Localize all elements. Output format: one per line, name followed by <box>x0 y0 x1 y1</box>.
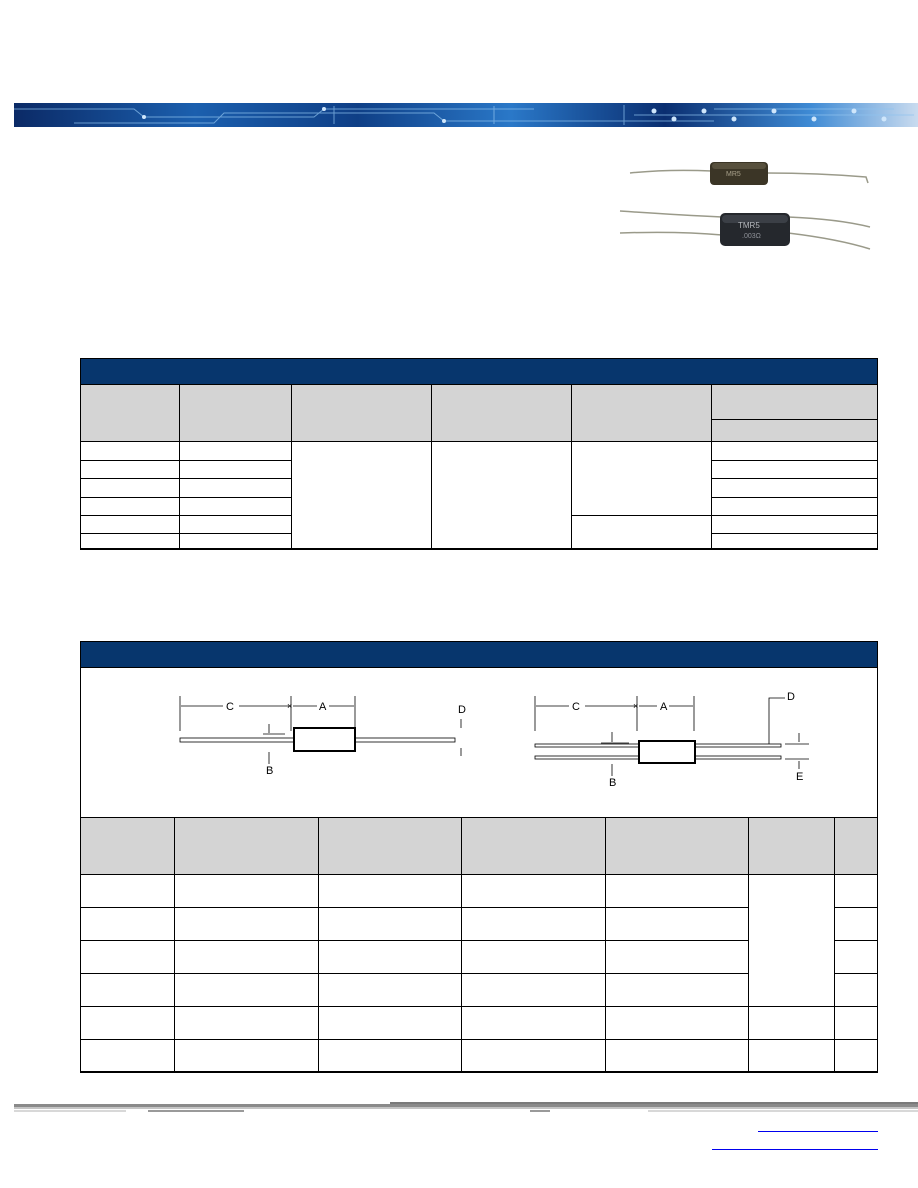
dimension-cell <box>81 908 175 941</box>
dimension-cell <box>749 1040 835 1072</box>
spec-header-subcell <box>712 420 878 442</box>
dimension-header-cell <box>319 818 462 875</box>
single-lead-diagram <box>171 686 471 776</box>
dimension-cell <box>835 908 878 941</box>
dimension-table-title-bar <box>80 641 878 668</box>
spec-cell <box>81 461 180 479</box>
dimension-cell <box>319 908 462 941</box>
svg-text:C: C <box>226 701 234 713</box>
dimension-header-cell <box>606 818 749 875</box>
dimension-cell <box>319 974 462 1007</box>
spec-cell <box>180 442 292 461</box>
dimension-header-cell <box>81 818 175 875</box>
svg-text:B: B <box>266 765 274 776</box>
dimension-cell <box>606 1007 749 1040</box>
dimension-cell <box>175 941 319 974</box>
dimension-cell <box>175 974 319 1007</box>
dimension-cell <box>462 974 606 1007</box>
spec-header-cell <box>180 385 292 442</box>
spec-table <box>80 358 878 550</box>
spec-cell <box>180 461 292 479</box>
spec-header-cell <box>572 385 712 442</box>
dimension-cell <box>835 1040 878 1072</box>
dimension-diagram-panel <box>80 668 878 818</box>
dimension-cell <box>606 941 749 974</box>
spec-merged-cell <box>432 442 572 549</box>
dimension-cell <box>606 1040 749 1072</box>
svg-text:×: × <box>287 701 293 711</box>
dimension-cell <box>835 875 878 908</box>
footer-link-email-underline[interactable] <box>758 1131 878 1132</box>
dimension-cell <box>606 908 749 941</box>
resistor-photo-double <box>618 203 874 255</box>
double-lead-diagram <box>529 686 829 786</box>
spec-cell <box>712 461 878 479</box>
resistor-photo-single <box>628 155 870 195</box>
spec-header-cell <box>292 385 432 442</box>
spec-merged-cell <box>292 442 432 549</box>
svg-text:A: A <box>660 701 668 713</box>
dimension-cell <box>175 908 319 941</box>
spec-header-cell <box>81 385 180 442</box>
dimension-cell <box>462 1040 606 1072</box>
dimension-cell <box>81 1040 175 1072</box>
dimension-header-cell <box>175 818 319 875</box>
footer-link-website-underline[interactable] <box>712 1149 878 1150</box>
spec-merged-cell <box>572 516 712 549</box>
dimension-table <box>80 641 878 1073</box>
dimension-cell <box>175 1040 319 1072</box>
dimension-cell <box>319 941 462 974</box>
svg-text:C: C <box>572 701 580 713</box>
dimension-cell <box>175 1007 319 1040</box>
dimension-cell <box>81 1007 175 1040</box>
dimension-cell <box>175 875 319 908</box>
dimension-cell <box>749 1007 835 1040</box>
spec-cell <box>81 442 180 461</box>
dimension-merged-cell <box>749 875 835 1007</box>
spec-cell <box>81 479 180 498</box>
spec-cell <box>712 442 878 461</box>
dimension-cell <box>319 1007 462 1040</box>
svg-text:TMR5: TMR5 <box>738 221 760 230</box>
spec-merged-cell <box>572 442 712 516</box>
svg-text:D: D <box>787 691 795 703</box>
dimension-header-cell <box>749 818 835 875</box>
dimension-cell <box>835 974 878 1007</box>
dimension-cell <box>462 941 606 974</box>
svg-text:.003Ω: .003Ω <box>742 233 761 240</box>
footer-divider <box>14 1102 918 1116</box>
spec-header-cell <box>712 385 878 420</box>
dimension-cell <box>81 974 175 1007</box>
spec-cell <box>180 534 292 549</box>
dimension-cell <box>462 875 606 908</box>
dimension-cell <box>606 875 749 908</box>
svg-text:D: D <box>458 704 466 716</box>
dimension-cell <box>606 974 749 1007</box>
spec-cell <box>180 479 292 498</box>
dimension-cell <box>81 941 175 974</box>
circuit-board-icon <box>14 103 918 127</box>
spec-cell <box>180 498 292 516</box>
dimension-cell <box>462 908 606 941</box>
dimension-cell <box>319 875 462 908</box>
spec-cell <box>81 498 180 516</box>
spec-cell <box>81 534 180 549</box>
spec-cell <box>712 498 878 516</box>
spec-cell <box>180 516 292 534</box>
header-banner <box>14 103 918 127</box>
svg-text:E: E <box>796 771 804 783</box>
spec-table-title-bar <box>80 358 878 385</box>
svg-text:×: × <box>633 701 639 711</box>
dimension-cell <box>319 1040 462 1072</box>
dimension-header-cell <box>835 818 878 875</box>
spec-cell <box>81 516 180 534</box>
svg-text:A: A <box>319 701 327 713</box>
dimension-cell <box>462 1007 606 1040</box>
dimension-cell <box>835 941 878 974</box>
spec-cell <box>712 534 878 549</box>
dimension-header-cell <box>462 818 606 875</box>
spec-header-cell <box>432 385 572 442</box>
dimension-cell <box>835 1007 878 1040</box>
svg-text:MR5: MR5 <box>726 171 741 178</box>
dimension-cell <box>81 875 175 908</box>
spec-cell <box>712 479 878 498</box>
svg-text:B: B <box>609 777 617 786</box>
spec-cell <box>712 516 878 534</box>
